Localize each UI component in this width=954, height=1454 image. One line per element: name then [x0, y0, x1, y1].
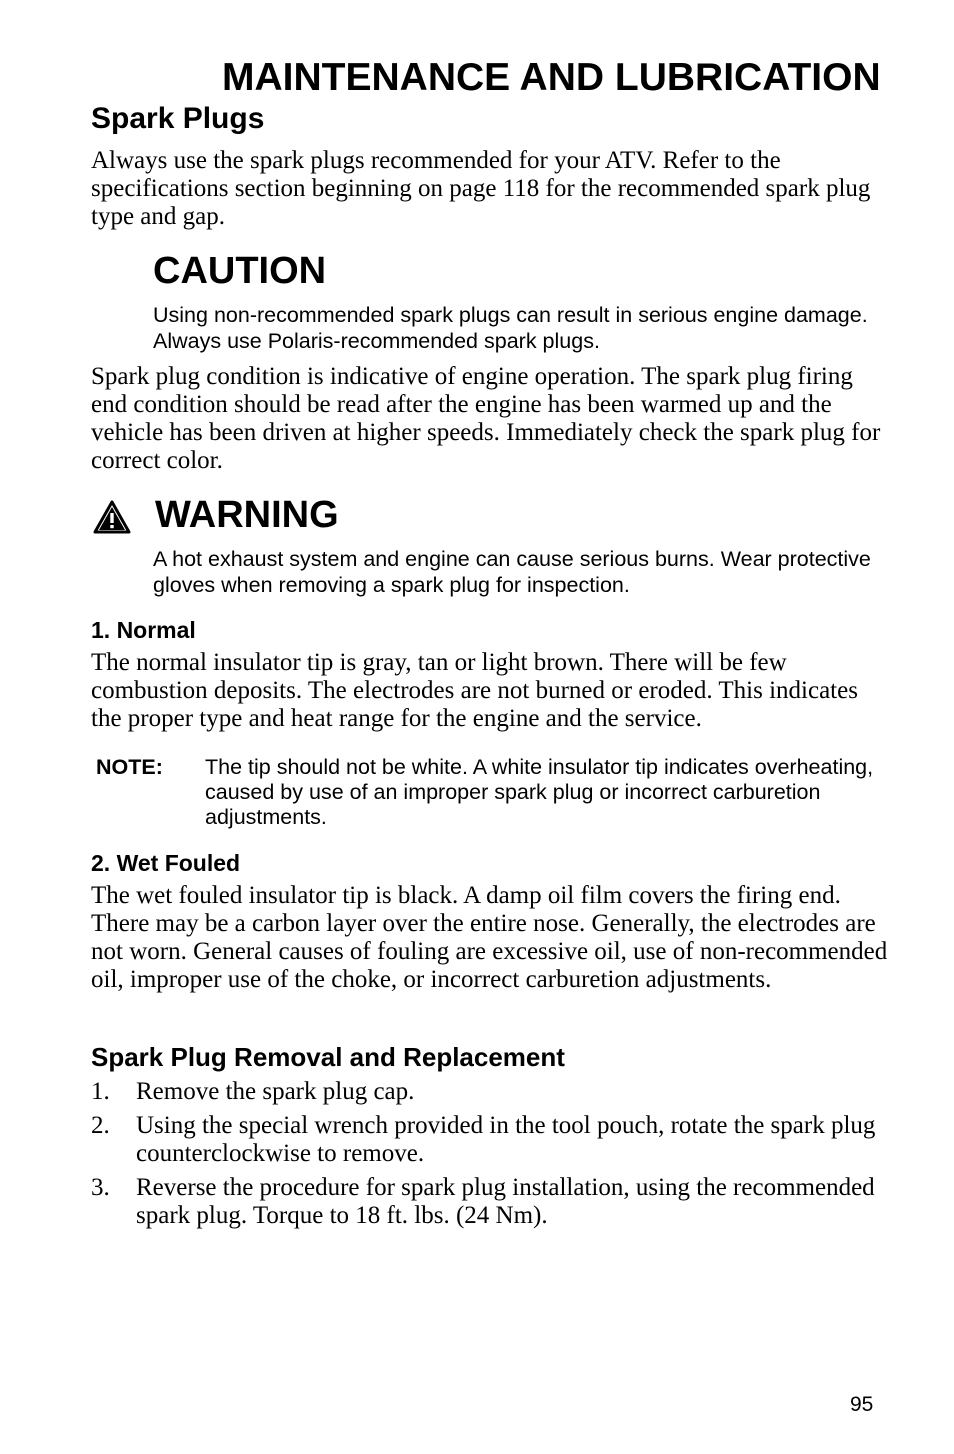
step-text: Remove the spark plug cap.: [136, 1078, 415, 1105]
removal-steps-list: [91, 1078, 891, 1236]
heading-normal: 1. Normal: [91, 617, 196, 643]
list-item: [91, 1078, 891, 1106]
wet-fouled-paragraph: The wet fouled insulator tip is black. A damp oil film covers the firing end. There may be a carbon layer over the entire nose. Generally, the electrodes are not worn. General causes of fouling are excessive oil, use of non-recommended oil, improper use of the choke, or incorrect carburetion adjustments.: [91, 882, 888, 993]
caution-text: Using non-recommended spark plugs can result in serious engine damage. Always use Polaris-recommended spark plugs.: [153, 303, 868, 353]
heading-wet-fouled: 2. Wet Fouled: [91, 850, 241, 876]
page-number: 95: [850, 1393, 874, 1416]
warning-text: A hot exhaust system and engine can cause serious burns. Wear protective gloves when removing a spark plug for inspection.: [153, 547, 871, 597]
spark-plugs-intro: Always use the spark plugs recommended for your ATV. Refer to the specifications section beginning on page 118 for the recommended spark plug type and gap.: [91, 147, 871, 230]
list-item: [91, 1174, 891, 1230]
note-text: The tip should not be white. A white insulator tip indicates overheating, caused by use of an improper spark plug or incorrect carburetion adjustments.: [205, 755, 874, 829]
step-number: 1.: [91, 1078, 110, 1105]
heading-removal-replacement: Spark Plug Removal and Replacement: [91, 1042, 565, 1072]
warning-title: WARNING: [155, 494, 339, 536]
page-title: MAINTENANCE AND LUBRICATION: [222, 56, 881, 99]
step-text: Using the special wrench provided in the tool pouch, rotate the spark plug counterclockwise to remove.: [136, 1112, 876, 1167]
caution-title: CAUTION: [153, 250, 327, 292]
condition-paragraph: Spark plug condition is indicative of engine operation. The spark plug firing end condition should be read after the engine has been warmed up and the vehicle has been driven at higher speeds. Immediately check the spark plug for correct color.: [91, 363, 881, 474]
warning-triangle-icon: [93, 500, 131, 534]
step-number: 3.: [91, 1174, 110, 1201]
list-item: [91, 1112, 891, 1168]
step-text: Reverse the procedure for spark plug installation, using the recommended spark plug. Torque to 18 ft. lbs. (24 Nm).: [136, 1174, 875, 1229]
normal-paragraph: The normal insulator tip is gray, tan or light brown. There will be few combustion deposits. The electrodes are not burned or eroded. This indicates the proper type and heat range for the engine and the service.: [91, 649, 858, 732]
section-heading-spark-plugs: Spark Plugs: [91, 102, 265, 135]
note-label: NOTE:: [96, 755, 163, 779]
step-number: 2.: [91, 1112, 110, 1139]
